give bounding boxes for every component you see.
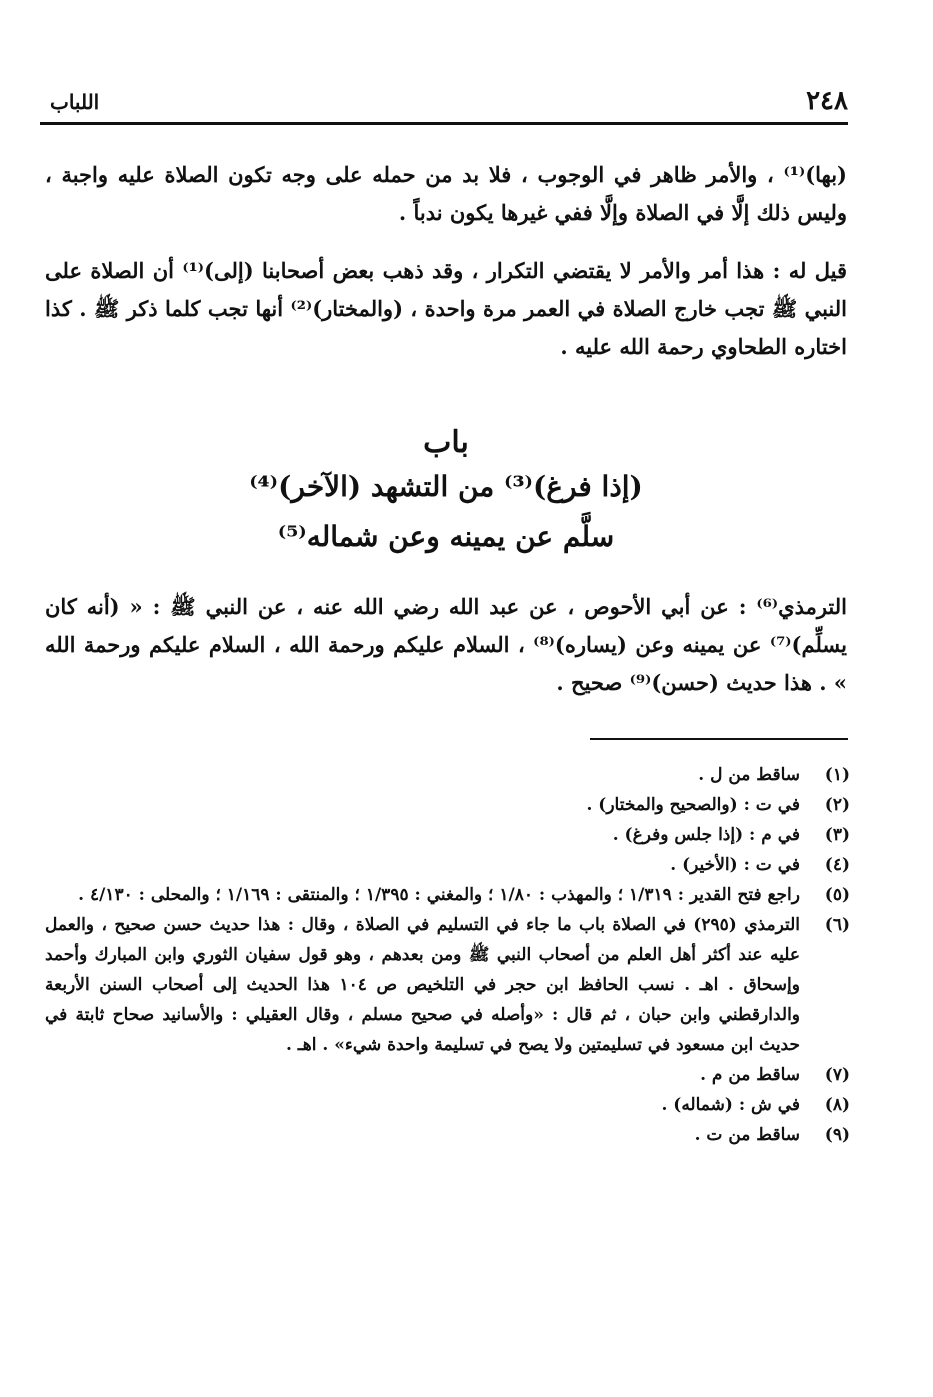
- footnote-number: (١): [824, 765, 850, 785]
- footnote-number: (٦): [824, 915, 850, 935]
- footnote-text: في ش : (شماله) .: [661, 1095, 800, 1115]
- footnote-text: الترمذي (٢٩٥) في الصلاة باب ما جاء في التسليم في الصلاة ، وقال : هذا حديث حسن صحيح ، والعمل عليه عند أكثر أهل العلم من أصحاب النبي ﷺ ومن بعدهم ، وهو قول سفيان الثوري وابن المبارك وأحمد وإسحاق . اهـ . نسب الحافظ ابن حجر في التلخيص ص ١٠٤ هذا الحديث إلى أصحاب السنن الأربعة والدارقطني وابن حبان ، ثم قال : «وأصله في صحيح مسلم ، وقال العقيلي : والأسانيد صحاح ثابتة في حديث ابن مسعود في تسليمتين ولا يصح في تسليمة واحدة شيء» . اهـ .: [45, 915, 800, 1055]
- paragraph-1: (بها)⁽¹⁾ ، والأمر ظاهر في الوجوب ، فلا بد من حمله على وجه تكون الصلاة عليه واجبة ، وليس ذلك إلَّا في الصلاة وإلَّا ففي غيرها يكون ندباً .: [45, 162, 847, 225]
- footnote: [45, 790, 850, 820]
- footnote: [45, 820, 850, 850]
- footnote-text: راجع فتح القدير : ١/٣١٩ ؛ والمهذب : ١/٨٠ ؛ والمغني : ١/٣٩٥ ؛ والمنتقى : ١/١٦٩ ؛ والمحلى : ٤/١٣٠ .: [78, 885, 800, 905]
- footnote-text: ساقط من م .: [700, 1065, 800, 1085]
- section-heading-bab: باب: [423, 425, 469, 460]
- section-heading-line-1: (إذا فرغ)⁽³⁾ من التشهد (الآخر)⁽⁴⁾: [249, 470, 643, 503]
- footnote-text: في ت : (والصحيح والمختار) .: [586, 795, 800, 815]
- page-number: ٢٤٨: [806, 86, 848, 116]
- footnote: [45, 880, 850, 910]
- footnote: [45, 1090, 850, 1120]
- running-title: اللباب: [50, 90, 100, 114]
- section-heading-line-2: سلَّم عن يمينه وعن شماله⁽⁵⁾: [277, 520, 615, 553]
- footnote-number: (٥): [824, 885, 850, 905]
- paragraph-3: الترمذي⁽⁶⁾ : عن أبي الأحوص ، عن عبد الله رضي الله عنه ، عن النبي ﷺ : « (أنه كان يسلِّم)⁽⁷⁾ عن يمينه وعن (يساره)⁽⁸⁾ ، السلام عليكم ورحمة الله ، السلام عليكم ورحمة الله » . هذا حديث (حسن)⁽⁹⁾ صحيح .: [45, 594, 847, 695]
- footnote: [45, 850, 850, 880]
- footnote-number: (٨): [824, 1095, 850, 1115]
- footnote-number: (٢): [824, 795, 850, 815]
- footnote-text: في م : (إذا جلس وفرغ) .: [612, 825, 800, 845]
- footnote-number: (٩): [824, 1125, 850, 1145]
- footnote-separator: [590, 738, 848, 740]
- footnote-text: ساقط من ل .: [698, 765, 800, 785]
- footnote: [45, 910, 850, 1060]
- footnote: [45, 1120, 850, 1150]
- footnote: [45, 760, 850, 790]
- footnote-text: ساقط من ت .: [694, 1125, 800, 1145]
- footnotes: [45, 760, 850, 1150]
- footnote-number: (٧): [824, 1065, 850, 1085]
- page-header: [40, 86, 848, 125]
- footnote-number: (٤): [824, 855, 850, 875]
- footnote: [45, 1060, 850, 1090]
- footnote-text: في ت : (الأخير) .: [670, 855, 800, 875]
- paragraph-2: قيل له : هذا أمر والأمر لا يقتضي التكرار ، وقد ذهب بعض أصحابنا (إلى)⁽¹⁾ أن الصلاة على النبي ﷺ تجب خارج الصلاة في العمر مرة واحدة ، (والمختار)⁽²⁾ أنها تجب كلما ذكر ﷺ . كذا اختاره الطحاوي رحمة الله عليه .: [45, 258, 847, 359]
- footnote-number: (٣): [824, 825, 850, 845]
